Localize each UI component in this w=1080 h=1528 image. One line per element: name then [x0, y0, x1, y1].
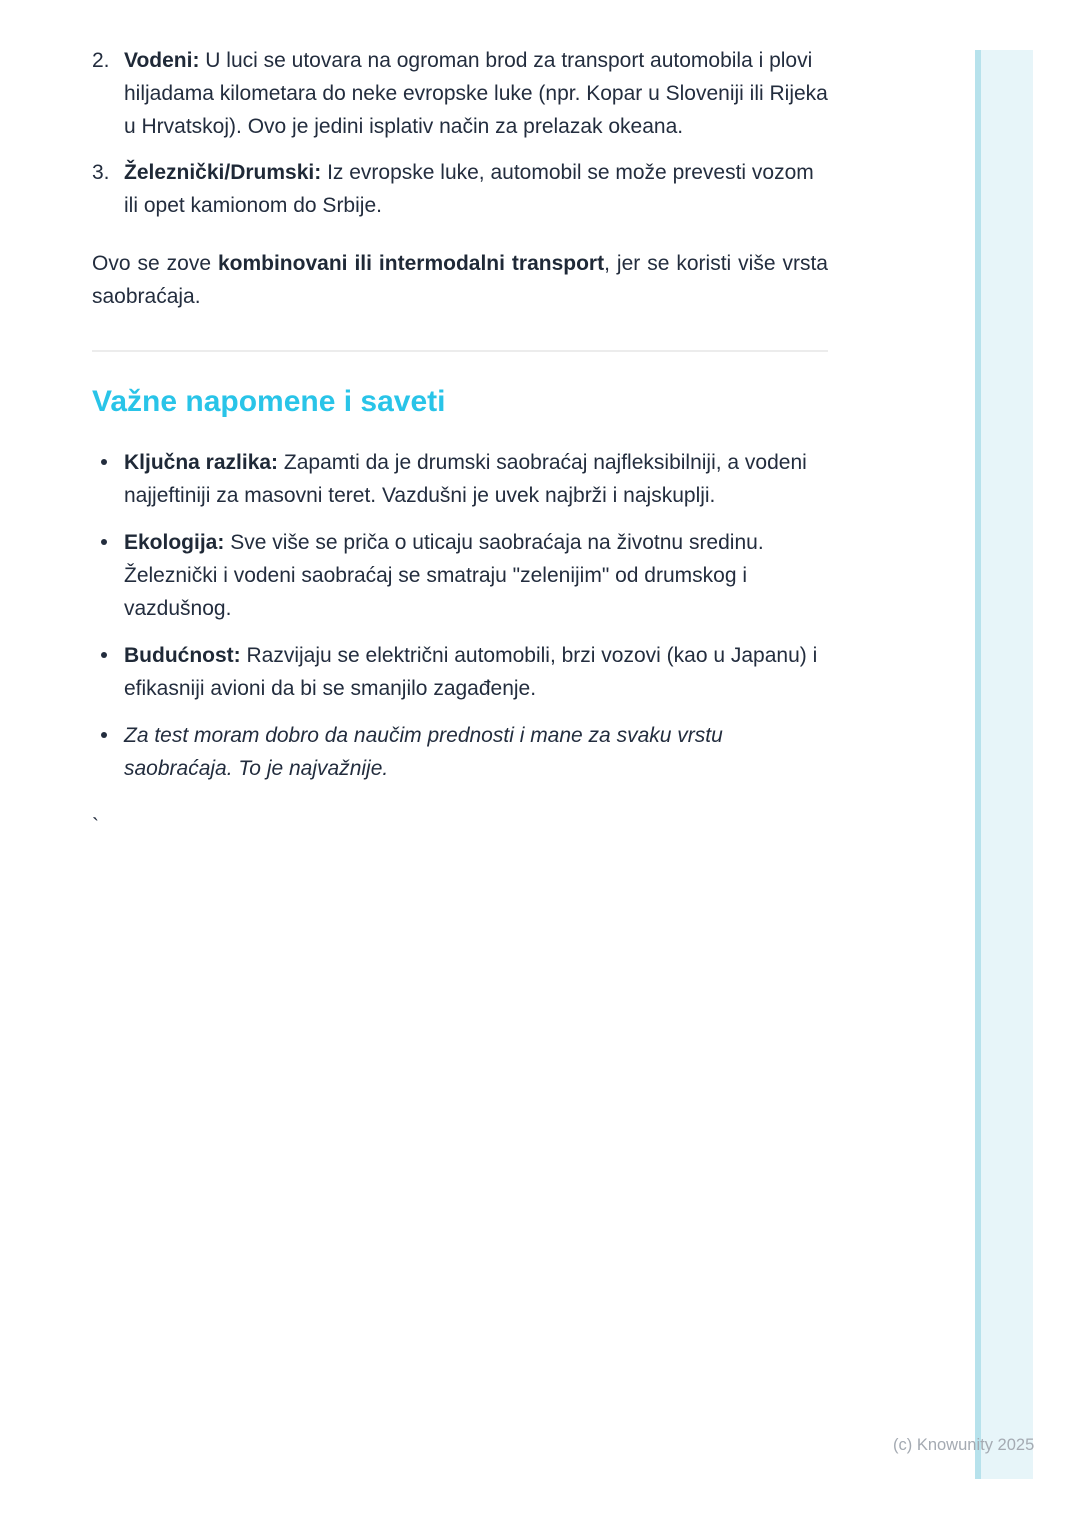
bullet-list	[92, 446, 828, 785]
paragraph-text: , jer se koristi više vrsta saobraćaja.	[92, 252, 828, 308]
bullet-text	[124, 639, 828, 705]
decorative-right-stripe	[975, 50, 1033, 1479]
summary-paragraph	[92, 247, 828, 313]
list-item-text	[124, 156, 828, 222]
list-item-number: 2.	[92, 49, 110, 72]
bullet-body-text: Razvijaju se električni automobili, brzi vozovi (kao u Japanu) i efikasniji avioni da bi se smanjilo zagađenje.	[124, 644, 818, 700]
list-item	[92, 44, 828, 143]
bullet-dot-icon	[101, 652, 107, 658]
bullet-text	[124, 719, 828, 785]
bullet-body-text: Zapamti da je drumski saobraćaj najfleksibilniji, a vodeni najjeftiniji za masovni teret. Vazdušni je uvek najbrži i najskuplji.	[124, 451, 807, 507]
list-item-body: U luci se utovara na ogroman brod za transport automobila i plovi hiljadama kilometara do neke evropske luke (npr. Kopar u Sloveniji ili Rijeka u Hrvatskoj). Ovo je jedini isplativ način za prelazak okeana.	[124, 49, 828, 138]
bullet-item	[92, 639, 828, 705]
paragraph-bold-phrase: kombinovani ili intermodalni transport	[217, 252, 605, 275]
copyright-watermark: (c) Knowunity 2025	[893, 1436, 1035, 1454]
bullet-body-text: Sve više se priča o uticaju saobraćaja na životnu sredinu. Železnički i vodeni saobraćaj se smatraju "zelenijim" od drumskog i vazdušnog.	[124, 531, 764, 620]
list-item-text	[124, 44, 828, 143]
bullet-dot-icon	[101, 539, 107, 545]
bullet-item-note	[92, 719, 828, 785]
bullet-text	[124, 446, 828, 512]
list-item-number: 3.	[92, 161, 110, 184]
bullet-dot-icon	[101, 732, 107, 738]
section-divider	[92, 350, 828, 352]
document-content	[92, 44, 828, 843]
bullet-item	[92, 526, 828, 625]
paragraph-text: Ovo se zove	[92, 252, 218, 275]
numbered-list	[92, 44, 828, 222]
stray-backtick-character: `	[92, 815, 99, 838]
bullet-item	[92, 446, 828, 512]
list-item-body: Iz evropske luke, automobil se može prevesti vozom ili opet kamionom do Srbije.	[124, 161, 814, 217]
bullet-dot-icon	[101, 459, 107, 465]
bullet-body-text: Za test moram dobro da naučim prednosti i mane za svaku vrstu saobraćaja. To je najvažnije.	[124, 724, 723, 780]
list-item-lead: Vodeni:	[124, 49, 200, 72]
list-item	[92, 156, 828, 222]
section-heading: Važne napomene i saveti	[92, 385, 446, 418]
bullet-lead: Ekologija:	[124, 531, 225, 554]
bullet-lead: Ključna razlika:	[124, 451, 279, 474]
bullet-text	[124, 526, 828, 625]
bullet-lead: Budućnost:	[124, 644, 241, 667]
list-item-lead: Železnički/Drumski:	[124, 161, 322, 184]
